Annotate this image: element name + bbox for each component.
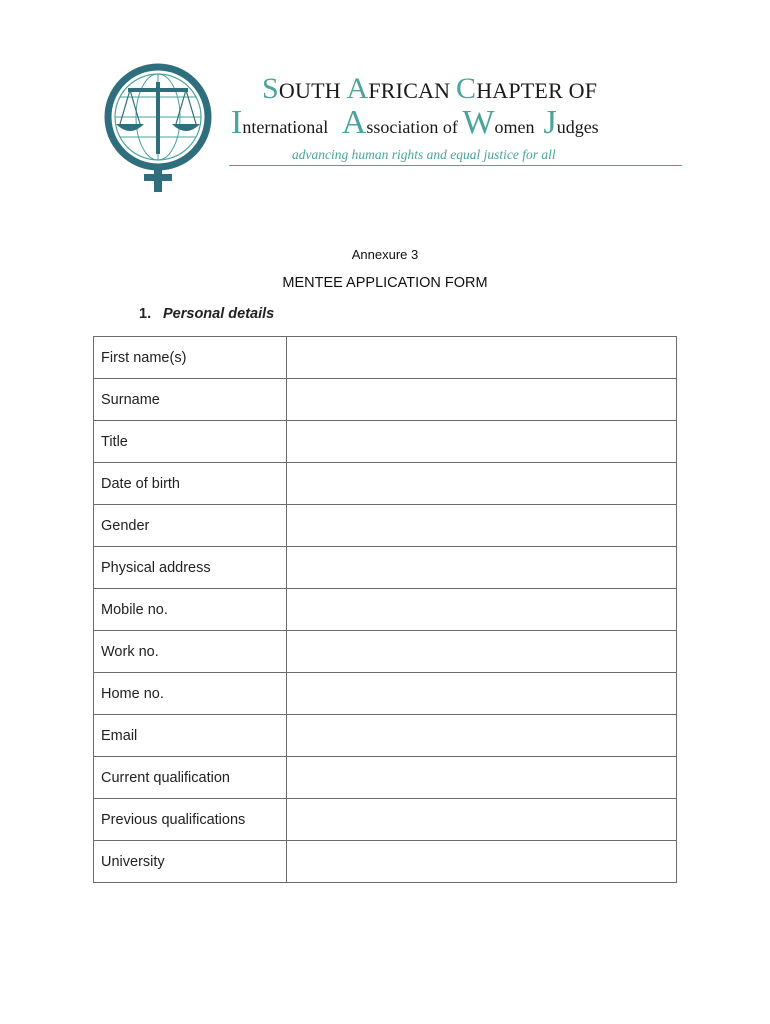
form-row [94,715,677,757]
org_line1-word: HAPTER OF [476,78,598,103]
org_line2-word: nternational [242,117,342,137]
field-value[interactable] [287,841,677,883]
field-value[interactable] [287,673,677,715]
org_line2-word: udges [556,117,599,137]
org_line2-initial: A [341,104,367,141]
field-label: Home no. [94,673,287,715]
form-row [94,799,677,841]
org_line2-initial: W [462,104,495,141]
field-value[interactable] [287,757,677,799]
section-number: 1. [139,306,152,322]
org_line1-word: FRICAN [368,78,456,103]
field-value[interactable] [287,799,677,841]
form-row [94,757,677,799]
organisation-logo-icon [100,62,222,194]
field-value[interactable] [287,715,677,757]
field-label: Surname [94,379,287,421]
section-title: Personal details [163,306,275,322]
field-value[interactable] [287,547,677,589]
form-row [94,589,677,631]
field-label: First name(s) [94,337,287,379]
form-row [94,463,677,505]
field-label: Current qualification [94,757,287,799]
field-label: Date of birth [94,463,287,505]
section-heading [139,306,274,322]
form-row [94,505,677,547]
org_line2-initial: I [231,104,243,141]
form-title: MENTEE APPLICATION FORM [282,275,488,291]
field-value[interactable] [287,379,677,421]
org_line2-word: omen [494,117,544,137]
org_line1-initial: C [455,72,477,105]
form-row [94,547,677,589]
field-label: Previous qualifications [94,799,287,841]
field-value[interactable] [287,421,677,463]
form-row [94,841,677,883]
org_line2-word: ssociation of [366,117,463,137]
form-row [94,631,677,673]
form-row [94,337,677,379]
field-value[interactable] [287,589,677,631]
field-label: Email [94,715,287,757]
form-row [94,673,677,715]
form-row [94,421,677,463]
header-divider [229,165,682,166]
field-value[interactable] [287,463,677,505]
org_line2-initial: J [543,104,557,141]
organisation-name-line2 [231,106,599,140]
field-label: Title [94,421,287,463]
organisation-name-line1 [262,72,597,106]
personal-details-table [93,336,677,883]
form-row [94,379,677,421]
field-label: University [94,841,287,883]
field-label: Physical address [94,547,287,589]
org_line1-initial: S [262,72,279,105]
organisation-tagline: advancing human rights and equal justice for all [292,147,556,162]
org_line1-initial: A [346,72,369,105]
field-label: Gender [94,505,287,547]
field-value[interactable] [287,631,677,673]
field-value[interactable] [287,505,677,547]
field-label: Work no. [94,631,287,673]
field-value[interactable] [287,337,677,379]
annexure-label: Annexure 3 [351,247,419,262]
org_line1-word: OUTH [278,78,347,103]
field-label: Mobile no. [94,589,287,631]
